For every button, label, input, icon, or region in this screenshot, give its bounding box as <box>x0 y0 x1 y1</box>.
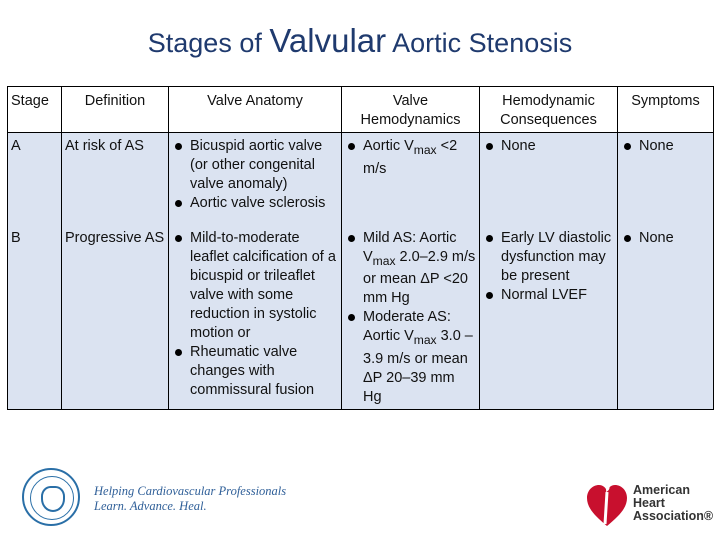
cell-definition: Progressive AS <box>62 229 169 410</box>
tagline-line1: Helping Cardiovascular Professionals <box>94 484 287 498</box>
bullet-item: None <box>621 137 710 156</box>
cell-stage: B <box>8 229 62 410</box>
header-consequences-line2: Consequences <box>500 112 597 128</box>
title-pre: Stages of <box>147 28 262 58</box>
bullet-item: Moderate AS: Aortic $V_{max}$ 3.0 –3.9 m/s or mean ΔP 20–39 mm Hg <box>345 308 476 407</box>
bullet-item: Aortic $V_{max} <2$ m/s <box>345 137 476 179</box>
cell-valve-hemodynamics <box>342 133 480 229</box>
title-post: Aortic Stenosis <box>392 28 573 58</box>
header-valve-hemodynamics <box>342 87 480 133</box>
header-consequences-line1: Hemodynamic <box>502 93 595 109</box>
cell-hemodynamic-consequences <box>480 133 618 229</box>
cell-valve-anatomy <box>169 133 342 229</box>
bullet-item: Early LV diastolic dysfunction may be present <box>483 229 614 286</box>
bullet-item: Normal LVEF <box>483 286 614 305</box>
cell-valve-anatomy <box>169 229 342 410</box>
cell-hemodynamic-consequences <box>480 229 618 410</box>
acc-tagline <box>94 484 294 514</box>
header-valve-anatomy: Valve Anatomy <box>169 87 342 133</box>
bullet-item: Mild-to-moderate leaflet calcification of a bicuspid or trileaflet valve with some reduction in systolic motion or <box>172 229 338 343</box>
bullet-item: Rheumatic valve changes with commissural fusion <box>172 343 338 400</box>
bullet-item: Aortic valve sclerosis <box>172 194 338 213</box>
cell-symptoms <box>618 229 714 410</box>
bullet-item: None <box>621 229 710 248</box>
cell-definition: At risk of AS <box>62 133 169 229</box>
table-row-stage-a <box>8 133 714 229</box>
header-hemodynamics-line1: Valve <box>392 93 429 109</box>
table-row-stage-b <box>8 229 714 410</box>
bullet-item: Mild AS: Aortic $V_{max}$ 2.0–2.9 m/s or mean ΔP <20 mm Hg <box>345 229 476 309</box>
aha-logo <box>585 478 715 528</box>
header-stage: Stage <box>8 87 62 133</box>
header-row <box>8 87 714 133</box>
header-hemodynamic-consequences <box>480 87 618 133</box>
header-hemodynamics-line2: Hemodynamics <box>360 112 461 128</box>
heart-torch-icon <box>585 478 629 530</box>
title-emphasis: Valvular <box>269 22 387 59</box>
bullet-item: Bicuspid aortic valve (or other congenital valve anomaly) <box>172 137 338 194</box>
cell-valve-hemodynamics <box>342 229 480 410</box>
header-symptoms: Symptoms <box>618 87 714 133</box>
tagline-line2: Learn. Advance. Heal. <box>94 499 207 513</box>
stages-table <box>7 86 714 410</box>
bullet-item: None <box>483 137 614 156</box>
cell-stage: A <box>8 133 62 229</box>
acc-seal-logo <box>22 468 80 526</box>
aha-wordmark: American Heart Association® <box>633 483 714 523</box>
page-title <box>0 22 720 60</box>
header-definition: Definition <box>62 87 169 133</box>
acc-footer <box>22 468 287 528</box>
cell-symptoms <box>618 133 714 229</box>
